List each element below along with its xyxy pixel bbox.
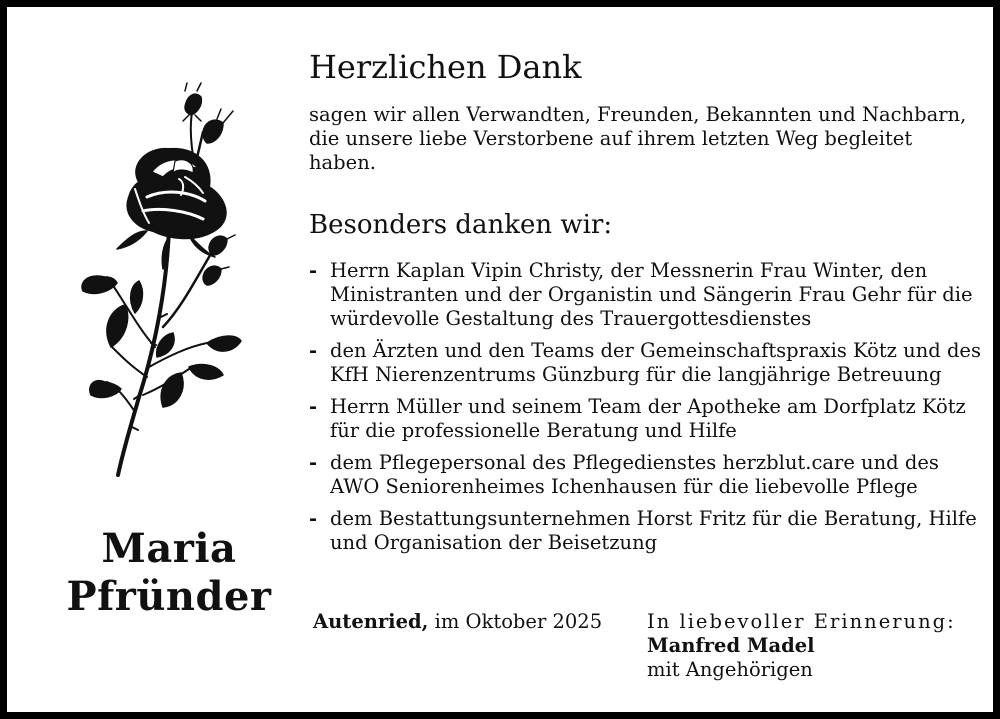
deceased-last-name: Pfründer bbox=[66, 573, 272, 620]
signer-name: Manfred Madel bbox=[647, 634, 815, 657]
list-item-text: dem Pflegepersonal des Pflegedienstes herzblut.care und des AWO Seniorenheimes Ichenhausen für die liebevolle Pflege bbox=[330, 451, 939, 498]
deceased-first-name: Maria bbox=[101, 525, 237, 572]
place-date: im Oktober 2025 bbox=[434, 610, 603, 633]
list-item bbox=[309, 339, 989, 387]
list-item-text: Herrn Kaplan Vipin Christy, der Messnerin Frau Winter, den Ministranten und der Organistin und Sängerin Frau Gehr für die würdevolle Gestaltung des Trauergottesdienstes bbox=[330, 259, 973, 330]
list-item-text: dem Bestattungsunternehmen Horst Fritz für die Beratung, Hilfe und Organisation der Beisetzung bbox=[330, 507, 977, 554]
list-dash: - bbox=[309, 507, 318, 530]
list-item-text: den Ärzten und den Teams der Gemeinschaftspraxis Kötz und des KfH Nierenzentrums Günzburg für die langjährige Betreuung bbox=[330, 339, 981, 386]
list-dash: - bbox=[309, 395, 318, 418]
list-dash: - bbox=[309, 259, 318, 282]
deceased-name bbox=[35, 525, 303, 621]
page-title: Herzlichen Dank bbox=[309, 48, 582, 86]
list-item-text: Herrn Müller und seinem Team der Apotheke am Dorfplatz Kötz für die professionelle Beratung und Hilfe bbox=[330, 395, 966, 442]
list-item bbox=[309, 259, 989, 331]
thanks-list bbox=[309, 259, 989, 563]
list-dash: - bbox=[309, 451, 318, 474]
thanks-heading: Besonders danken wir: bbox=[309, 210, 613, 240]
place-town: Autenried, bbox=[313, 610, 429, 633]
memory-line: In liebevoller Erinnerung: bbox=[647, 610, 956, 633]
signer-family: mit Angehörigen bbox=[647, 658, 813, 681]
list-item bbox=[309, 451, 989, 499]
list-item bbox=[309, 395, 989, 443]
signature-block bbox=[647, 610, 956, 682]
list-item bbox=[309, 507, 989, 555]
place-and-date bbox=[313, 610, 602, 634]
rose-icon bbox=[77, 77, 247, 482]
intro-text: sagen wir allen Verwandten, Freunden, Bekannten und Nachbarn, die unsere liebe Verstorbene auf ihrem letzten Weg begleitet haben. bbox=[309, 103, 967, 174]
list-dash: - bbox=[309, 339, 318, 362]
